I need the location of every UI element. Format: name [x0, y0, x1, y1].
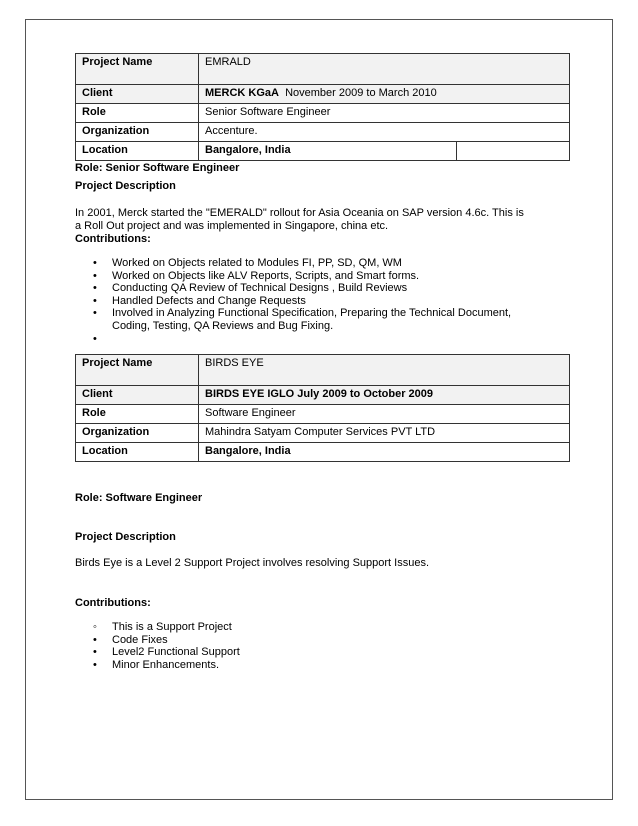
label-role: Role [76, 104, 199, 123]
value-client: BIRDS EYE IGLO July 2009 to October 2009 [199, 386, 570, 405]
table-row [76, 405, 570, 424]
bullet-icon: • [93, 282, 97, 295]
bullet-icon: • [93, 332, 97, 345]
table-row [76, 85, 570, 104]
project1-description-line-2: a Roll Out project and was implemented in Singapore, china etc. [75, 220, 389, 232]
project1-role-line: Role: Senior Software Engineer [75, 162, 240, 174]
project2-description-heading: Project Description [75, 531, 176, 543]
list-item: • Involved in Analyzing Functional Specification, Preparing the Technical Document, Coding, Testing, QA Reviews and Bug Fixing. [93, 307, 512, 332]
project2-description-line: Birds Eye is a Level 2 Support Project involves resolving Support Issues. [75, 557, 430, 569]
project1-description-line-1: In 2001, Merck started the "EMERALD" rollout for Asia Oceania on SAP version 4.6c. This is [75, 207, 524, 219]
list-item: • Conducting QA Review of Technical Designs , Build Reviews [93, 282, 408, 295]
table-row [76, 443, 570, 462]
list-item: ◦ This is a Support Project [93, 621, 232, 633]
table-row [76, 123, 570, 142]
table-row [76, 54, 570, 85]
project1-description-heading: Project Description [75, 180, 176, 192]
table-row [76, 386, 570, 405]
label-client: Client [76, 386, 199, 405]
value-location: Bangalore, India [199, 443, 570, 462]
empty-cell [457, 142, 570, 161]
label-client: Client [76, 85, 199, 104]
value-project-name: BIRDS EYE [199, 355, 570, 386]
value-organization: Mahindra Satyam Computer Services PVT LTD [199, 424, 570, 443]
label-organization: Organization [76, 123, 199, 142]
table-row [76, 355, 570, 386]
project2-role-line: Role: Software Engineer [75, 492, 203, 504]
project1-contributions-heading: Contributions: [75, 233, 151, 245]
table-row [76, 104, 570, 123]
label-role: Role [76, 405, 199, 424]
project1-table [75, 53, 570, 161]
bullet-icon: • [93, 294, 97, 307]
table-row [76, 142, 570, 161]
client-name: MERCK KGaA [205, 87, 279, 99]
bullet-icon: • [93, 646, 97, 659]
value-client [199, 85, 570, 104]
label-project-name: Project Name [76, 54, 199, 85]
label-location: Location [76, 142, 199, 161]
bullet-icon: • [93, 269, 97, 282]
list-item: • Level2 Functional Support [93, 646, 240, 659]
hollow-bullet-icon: ◦ [93, 621, 97, 633]
list-item: • Worked on Objects like ALV Reports, Scripts, and Smart forms. [93, 269, 420, 282]
value-organization: Accenture. [199, 123, 570, 142]
list-item: • Code Fixes [93, 633, 168, 646]
list-item: • Worked on Objects related to Modules FI, PP, SD, QM, WM [93, 257, 402, 269]
project2-contributions-heading: Contributions: [75, 597, 151, 609]
bullet-icon: • [93, 633, 97, 646]
list-item [75, 333, 555, 346]
bullet-icon: • [93, 658, 97, 671]
client-period: November 2009 to March 2010 [285, 87, 437, 99]
value-role: Senior Software Engineer [199, 104, 570, 123]
bullet-icon: • [93, 257, 97, 269]
table-row [76, 424, 570, 443]
project1-contributions-list [75, 257, 555, 345]
bullet-icon: • [93, 307, 97, 320]
value-project-name: EMRALD [199, 54, 570, 85]
project2-contributions-list [75, 621, 555, 671]
list-item: • Handled Defects and Change Requests [93, 294, 306, 307]
list-item: • Minor Enhancements. [93, 658, 219, 671]
value-role: Software Engineer [199, 405, 570, 424]
label-organization: Organization [76, 424, 199, 443]
value-location: Bangalore, India [199, 142, 457, 161]
project2-table [75, 354, 570, 462]
label-location: Location [76, 443, 199, 462]
label-project-name: Project Name [76, 355, 199, 386]
